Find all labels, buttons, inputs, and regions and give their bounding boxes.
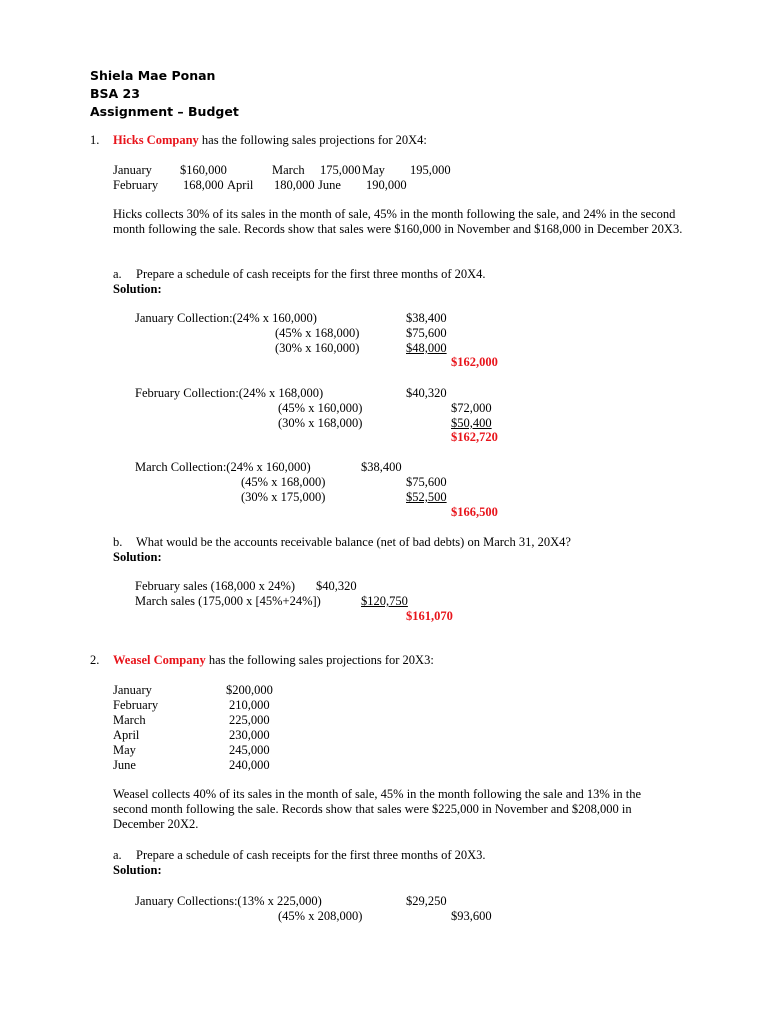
q1-b-label: b. <box>113 535 123 549</box>
q1-ar-total: $161,070 <box>406 609 453 623</box>
q2-sales-month: April <box>113 728 140 742</box>
q2-a-solution-label: Solution: <box>113 863 162 877</box>
q1-jan-line3: (30% x 160,000) <box>275 341 360 355</box>
q1-a-solution-label: Solution: <box>113 282 162 296</box>
q1-jan-label: January Collection:(24% x 160,000) <box>135 311 317 325</box>
q2-jan-value1: $29,250 <box>406 894 447 908</box>
q1-sales-value: $160,000 <box>180 163 227 177</box>
q2-a-label: a. <box>113 848 122 862</box>
assignment-title: Assignment – Budget <box>90 104 239 119</box>
q2-sales-value: 245,000 <box>229 743 270 757</box>
q2-sales-value: 230,000 <box>229 728 270 742</box>
q1-sales-value: 175,000 <box>320 163 361 177</box>
q1-jan-value2: $75,600 <box>406 326 447 340</box>
q1-sales-value: 180,000 <box>274 178 315 192</box>
q1-feb-line2: (45% x 160,000) <box>278 401 363 415</box>
q1-statement <box>113 133 427 148</box>
q1-company: Hicks Company <box>113 133 199 147</box>
q2-sales-month: May <box>113 743 136 757</box>
q2-jan-value2: $93,600 <box>451 909 492 923</box>
q2-sales-month: February <box>113 698 159 712</box>
q1-mar-line3: (30% x 175,000) <box>241 490 326 504</box>
q2-jan-line2: (45% x 208,000) <box>278 909 363 923</box>
q1-mar-line2: (45% x 168,000) <box>241 475 326 489</box>
q1-jan-value1: $38,400 <box>406 311 447 325</box>
q2-statement <box>113 653 434 668</box>
q2-sales-month: March <box>113 713 146 727</box>
q1-sales-month: April <box>227 178 254 192</box>
q1-ar-line2: March sales (175,000 x [45%+24%]) <box>135 594 321 608</box>
q2-number: 2. <box>90 653 100 667</box>
q2-sales-value: 240,000 <box>229 758 270 772</box>
q1-mar-value2: $75,600 <box>406 475 447 489</box>
q2-sales-value: $200,000 <box>226 683 273 697</box>
q2-sales-value: 210,000 <box>229 698 270 712</box>
q2-a-question: Prepare a schedule of cash receipts for the first three months of 20X3. <box>136 848 486 862</box>
q1-feb-value3: $50,400 <box>451 416 492 430</box>
q1-mar-total: $166,500 <box>451 505 498 519</box>
q2-intro: has the following sales projections for 20X3: <box>205 653 434 667</box>
q1-sales-month: May <box>362 163 385 177</box>
q2-sales-value: 225,000 <box>229 713 270 727</box>
q1-ar-value1: $40,320 <box>316 579 357 593</box>
q1-a-label: a. <box>113 267 122 281</box>
q1-feb-value2: $72,000 <box>451 401 492 415</box>
q1-jan-total: $162,000 <box>451 355 498 369</box>
q1-sales-value: 168,000 <box>183 178 224 192</box>
q1-number: 1. <box>90 133 100 147</box>
q1-mar-value3: $52,500 <box>406 490 447 504</box>
q1-b-question: What would be the accounts receivable balance (net of bad debts) on March 31, 20X4? <box>136 535 571 549</box>
q2-sales-month: January <box>113 683 152 697</box>
q1-paragraph: Hicks collects 30% of its sales in the month of sale, 45% in the month following the sale, and 24% in the second month following the sale. Records show that sales were $160,000 in November and $168,000 in December 20X3. <box>113 207 683 236</box>
q1-feb-line3: (30% x 168,000) <box>278 416 363 430</box>
q1-mar-label: March Collection:(24% x 160,000) <box>135 460 311 474</box>
q1-sales-month: February <box>113 178 159 192</box>
student-section: BSA 23 <box>90 86 140 101</box>
q1-ar-value2: $120,750 <box>361 594 408 608</box>
q1-jan-value3: $48,000 <box>406 341 447 355</box>
q2-paragraph: Weasel collects 40% of its sales in the month of sale, 45% in the month following the sale and 13% in the second month following the sale. Records show that sales were $225,000 in November and $208,000 in December 20X2. <box>113 787 642 831</box>
q2-company: Weasel Company <box>113 653 206 667</box>
q1-sales-month: March <box>272 163 305 177</box>
q1-jan-line2: (45% x 168,000) <box>275 326 360 340</box>
q1-b-solution-label: Solution: <box>113 550 162 564</box>
q2-sales-month: June <box>113 758 136 772</box>
q1-feb-total: $162,720 <box>451 430 498 444</box>
q1-sales-value: 190,000 <box>366 178 407 192</box>
q1-feb-value1: $40,320 <box>406 386 447 400</box>
student-name: Shiela Mae Ponan <box>90 68 216 83</box>
q1-sales-month: January <box>113 163 152 177</box>
q2-jan-label: January Collections:(13% x 225,000) <box>135 894 322 908</box>
q1-a-question: Prepare a schedule of cash receipts for the first three months of 20X4. <box>136 267 486 281</box>
q1-ar-line1: February sales (168,000 x 24%) <box>135 579 296 593</box>
q1-mar-value1: $38,400 <box>361 460 402 474</box>
q1-intro: has the following sales projections for 20X4: <box>198 133 427 147</box>
q1-feb-label: February Collection:(24% x 168,000) <box>135 386 324 400</box>
q1-sales-month: June <box>318 178 341 192</box>
q1-sales-value: 195,000 <box>410 163 451 177</box>
